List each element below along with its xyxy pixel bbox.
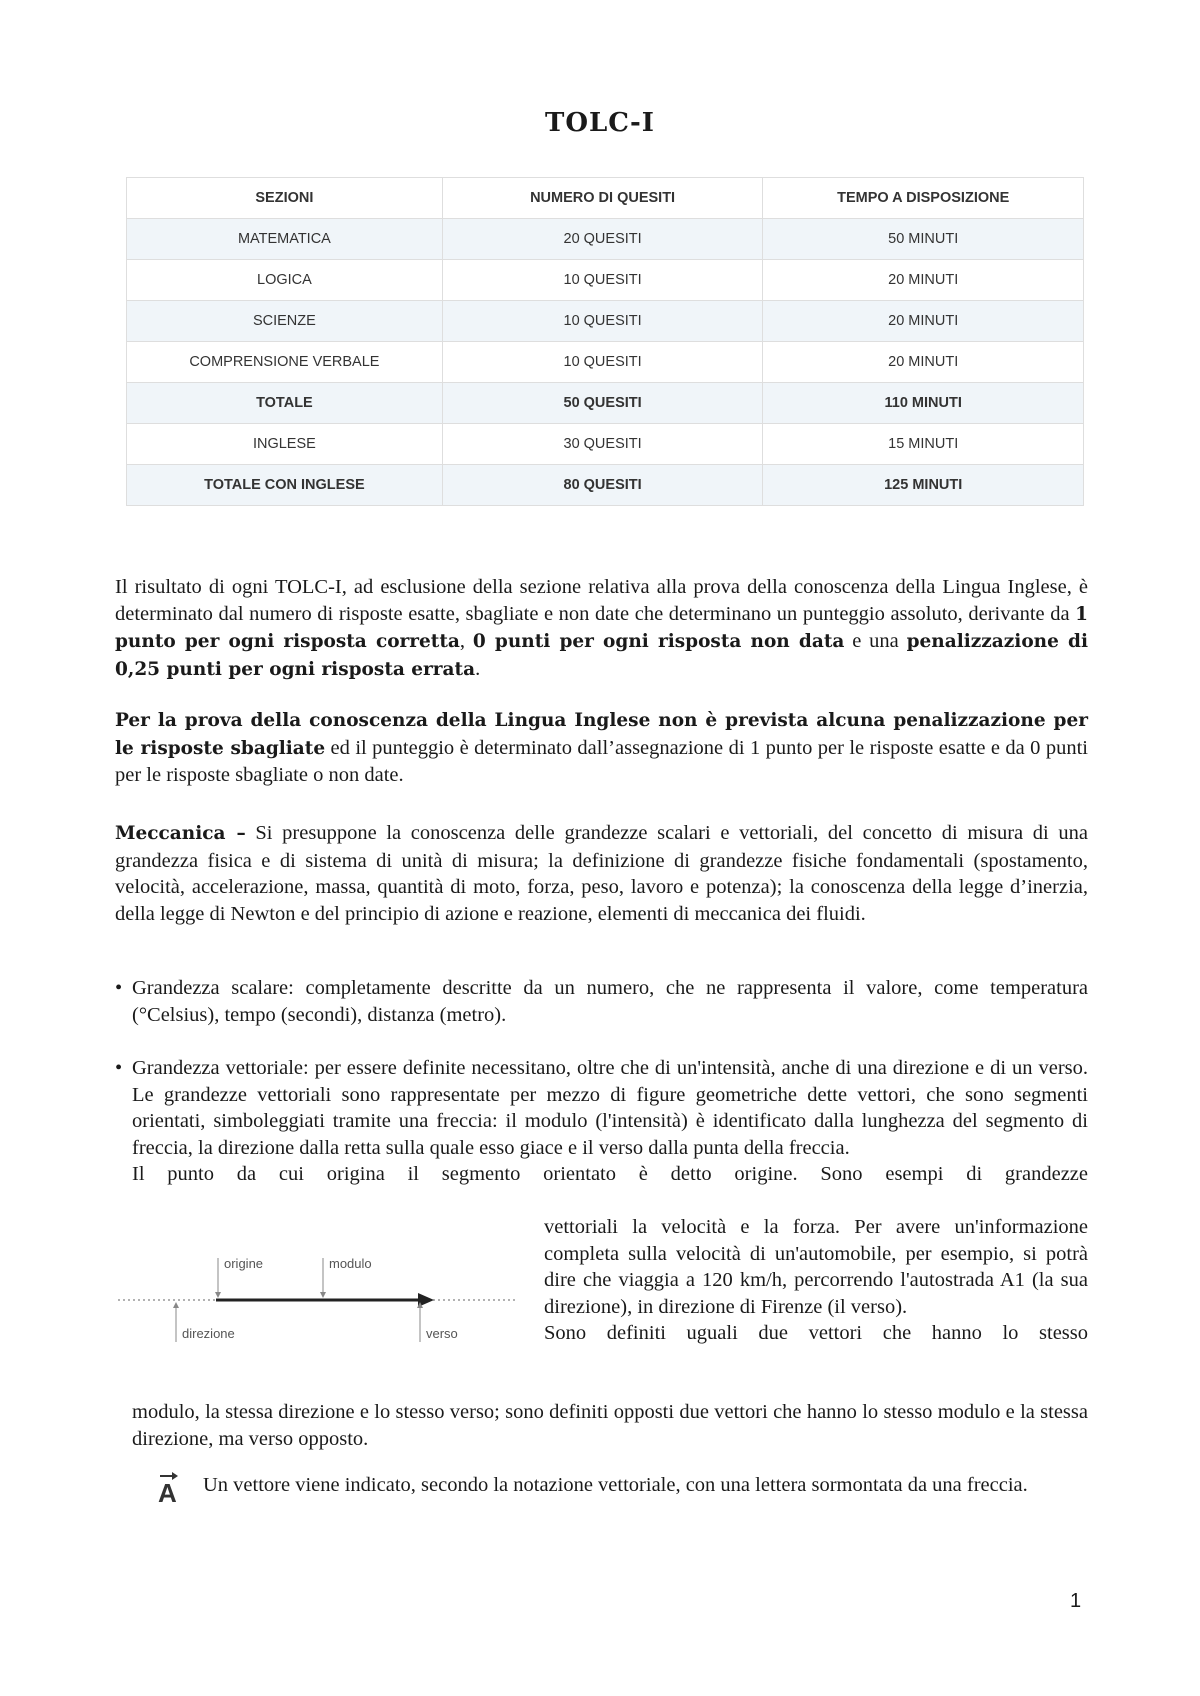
- text: Il risultato di ogni TOLC-I, ad esclusione della sezione relativa alla prova della conoscenza della Lingua Inglese, è determinato dal numero di risposte esatte, sbagliate e non date che determinano un punteggio assoluto, derivante da: [115, 576, 1088, 625]
- text: Il punto da cui origina il segmento orientato è detto origine. Sono esempi di grandezze: [132, 1163, 1088, 1185]
- text: .: [475, 657, 481, 680]
- table-cell: 50 QUESITI: [442, 383, 763, 424]
- table-cell: INGLESE: [127, 424, 443, 465]
- table-row: [127, 219, 1084, 260]
- table-cell: 110 MINUTI: [763, 383, 1084, 424]
- vector-a-symbol: [158, 1478, 177, 1509]
- label-origine: origine: [224, 1256, 264, 1271]
- table-cell: SCIENZE: [127, 301, 443, 342]
- vector-letter: A: [158, 1478, 177, 1508]
- page-number: 1: [1070, 1590, 1082, 1612]
- bold-text: 1 punto per ogni risposta corretta: [115, 603, 1088, 652]
- table-cell: MATEMATICA: [127, 219, 443, 260]
- bold-text: penalizzazione di 0,25 punti per ogni risposta errata: [115, 631, 1088, 680]
- label-verso: verso: [426, 1326, 458, 1341]
- table-cell: 20 QUESITI: [442, 219, 763, 260]
- table-cell: 125 MINUTI: [763, 465, 1084, 506]
- table-cell: TOTALE: [127, 383, 443, 424]
- table-cell: 10 QUESITI: [442, 342, 763, 383]
- text: Si presuppone la conoscenza delle grandezze scalari e vettoriali, del concetto di misura di una grandezza fisica e di sistema di unità di misura; la definizione di grandezze fisiche fondamentali (spostamento, velocità, accelerazione, massa, quantità di moto, forza, peso, lavoro e potenza); la conoscenza della legge d’inerzia, della legge di Newton e del principio di azione e reazione, elementi di meccanica dei fluidi.: [115, 822, 1088, 925]
- bullet-icon: •: [115, 1057, 123, 1079]
- table-row: [127, 342, 1084, 383]
- text: Sono definiti uguali due vettori che hanno lo stesso: [544, 1322, 1088, 1344]
- label-direzione: direzione: [182, 1326, 235, 1341]
- table-row: [127, 465, 1084, 506]
- table-cell: 50 MINUTI: [763, 219, 1084, 260]
- bold-text: Meccanica –: [115, 823, 246, 844]
- table-cell: 20 MINUTI: [763, 342, 1084, 383]
- table-cell: LOGICA: [127, 260, 443, 301]
- scoring-paragraph: [115, 574, 1088, 683]
- arrow-icon: [158, 1470, 180, 1482]
- text: e una: [844, 630, 907, 652]
- vector-diagram-graphic: [118, 1250, 518, 1350]
- table-cell: 80 QUESITI: [442, 465, 763, 506]
- english-paragraph: [115, 707, 1088, 789]
- table-cell: 10 QUESITI: [442, 260, 763, 301]
- label-modulo: modulo: [329, 1256, 372, 1271]
- table-row: [127, 301, 1084, 342]
- table-row: [127, 383, 1084, 424]
- text: vettoriali la velocità e la forza. Per avere un'informazione completa sulla velocità di un'automobile, per esempio, si potrà dire che viaggia a 120 km/h, percorrendo l'autostrada A1 (la sua direzione), in direzione di Firenze (il verso).: [544, 1216, 1088, 1318]
- vector-example-text: [544, 1214, 1088, 1347]
- sections-table: [126, 177, 1084, 506]
- equal-opposite-vectors-text: modulo, la stessa direzione e lo stesso verso; sono definiti opposti due vettori che hanno lo stesso modulo e la stessa direzione, ma verso opposto.: [132, 1401, 1088, 1450]
- table-header: NUMERO DI QUESITI: [442, 178, 763, 219]
- table-cell: 20 MINUTI: [763, 260, 1084, 301]
- bullet-vector: [115, 1055, 1088, 1188]
- table-cell: 15 MINUTI: [763, 424, 1084, 465]
- table-header: TEMPO A DISPOSIZIONE: [763, 178, 1084, 219]
- bold-text: 0 punti per ogni risposta non data: [472, 631, 845, 652]
- bullet-scalar: [115, 975, 1088, 1028]
- table-header-row: [127, 178, 1084, 219]
- page-title: TOLC-I: [545, 108, 655, 138]
- mechanics-paragraph: [115, 820, 1088, 927]
- table-cell: COMPRENSIONE VERBALE: [127, 342, 443, 383]
- table-header: SEZIONI: [127, 178, 443, 219]
- vector-notation-text: Un vettore viene indicato, secondo la notazione vettoriale, con una lettera sormontata da una freccia.: [203, 1474, 1028, 1496]
- text: ,: [459, 630, 473, 652]
- table-row: [127, 424, 1084, 465]
- text: Grandezza vettoriale: per essere definite necessitano, oltre che di un'intensità, anche di una direzione e di un verso. Le grandezze vettoriali sono rappresentate per mezzo di figure geometriche dette vettori, che sono segmenti orientati, simboleggiati tramite una freccia: il modulo (l'intensità) è identificato dalla lunghezza del segmento di freccia, la direzione dalla retta sulla quale esso giace e il verso dalla punta della freccia.: [132, 1057, 1088, 1159]
- table-row: [127, 260, 1084, 301]
- vector-diagram: [118, 1250, 518, 1350]
- bullet-icon: •: [115, 977, 123, 999]
- bold-text: Per la prova della conoscenza della Lingua Inglese non è prevista alcuna penalizzazione per le risposte sbagliate: [115, 710, 1088, 759]
- table-cell: 10 QUESITI: [442, 301, 763, 342]
- table-cell: TOTALE CON INGLESE: [127, 465, 443, 506]
- table-cell: 30 QUESITI: [442, 424, 763, 465]
- table-cell: 20 MINUTI: [763, 301, 1084, 342]
- text: Grandezza scalare: completamente descritte da un numero, che ne rappresenta il valore, come temperatura (°Celsius), tempo (secondi), distanza (metro).: [132, 977, 1088, 1026]
- text: ed il punteggio è determinato dall’assegnazione di 1 punto per le risposte esatte e da 0 punti per le risposte sbagliate o non date.: [115, 736, 1088, 786]
